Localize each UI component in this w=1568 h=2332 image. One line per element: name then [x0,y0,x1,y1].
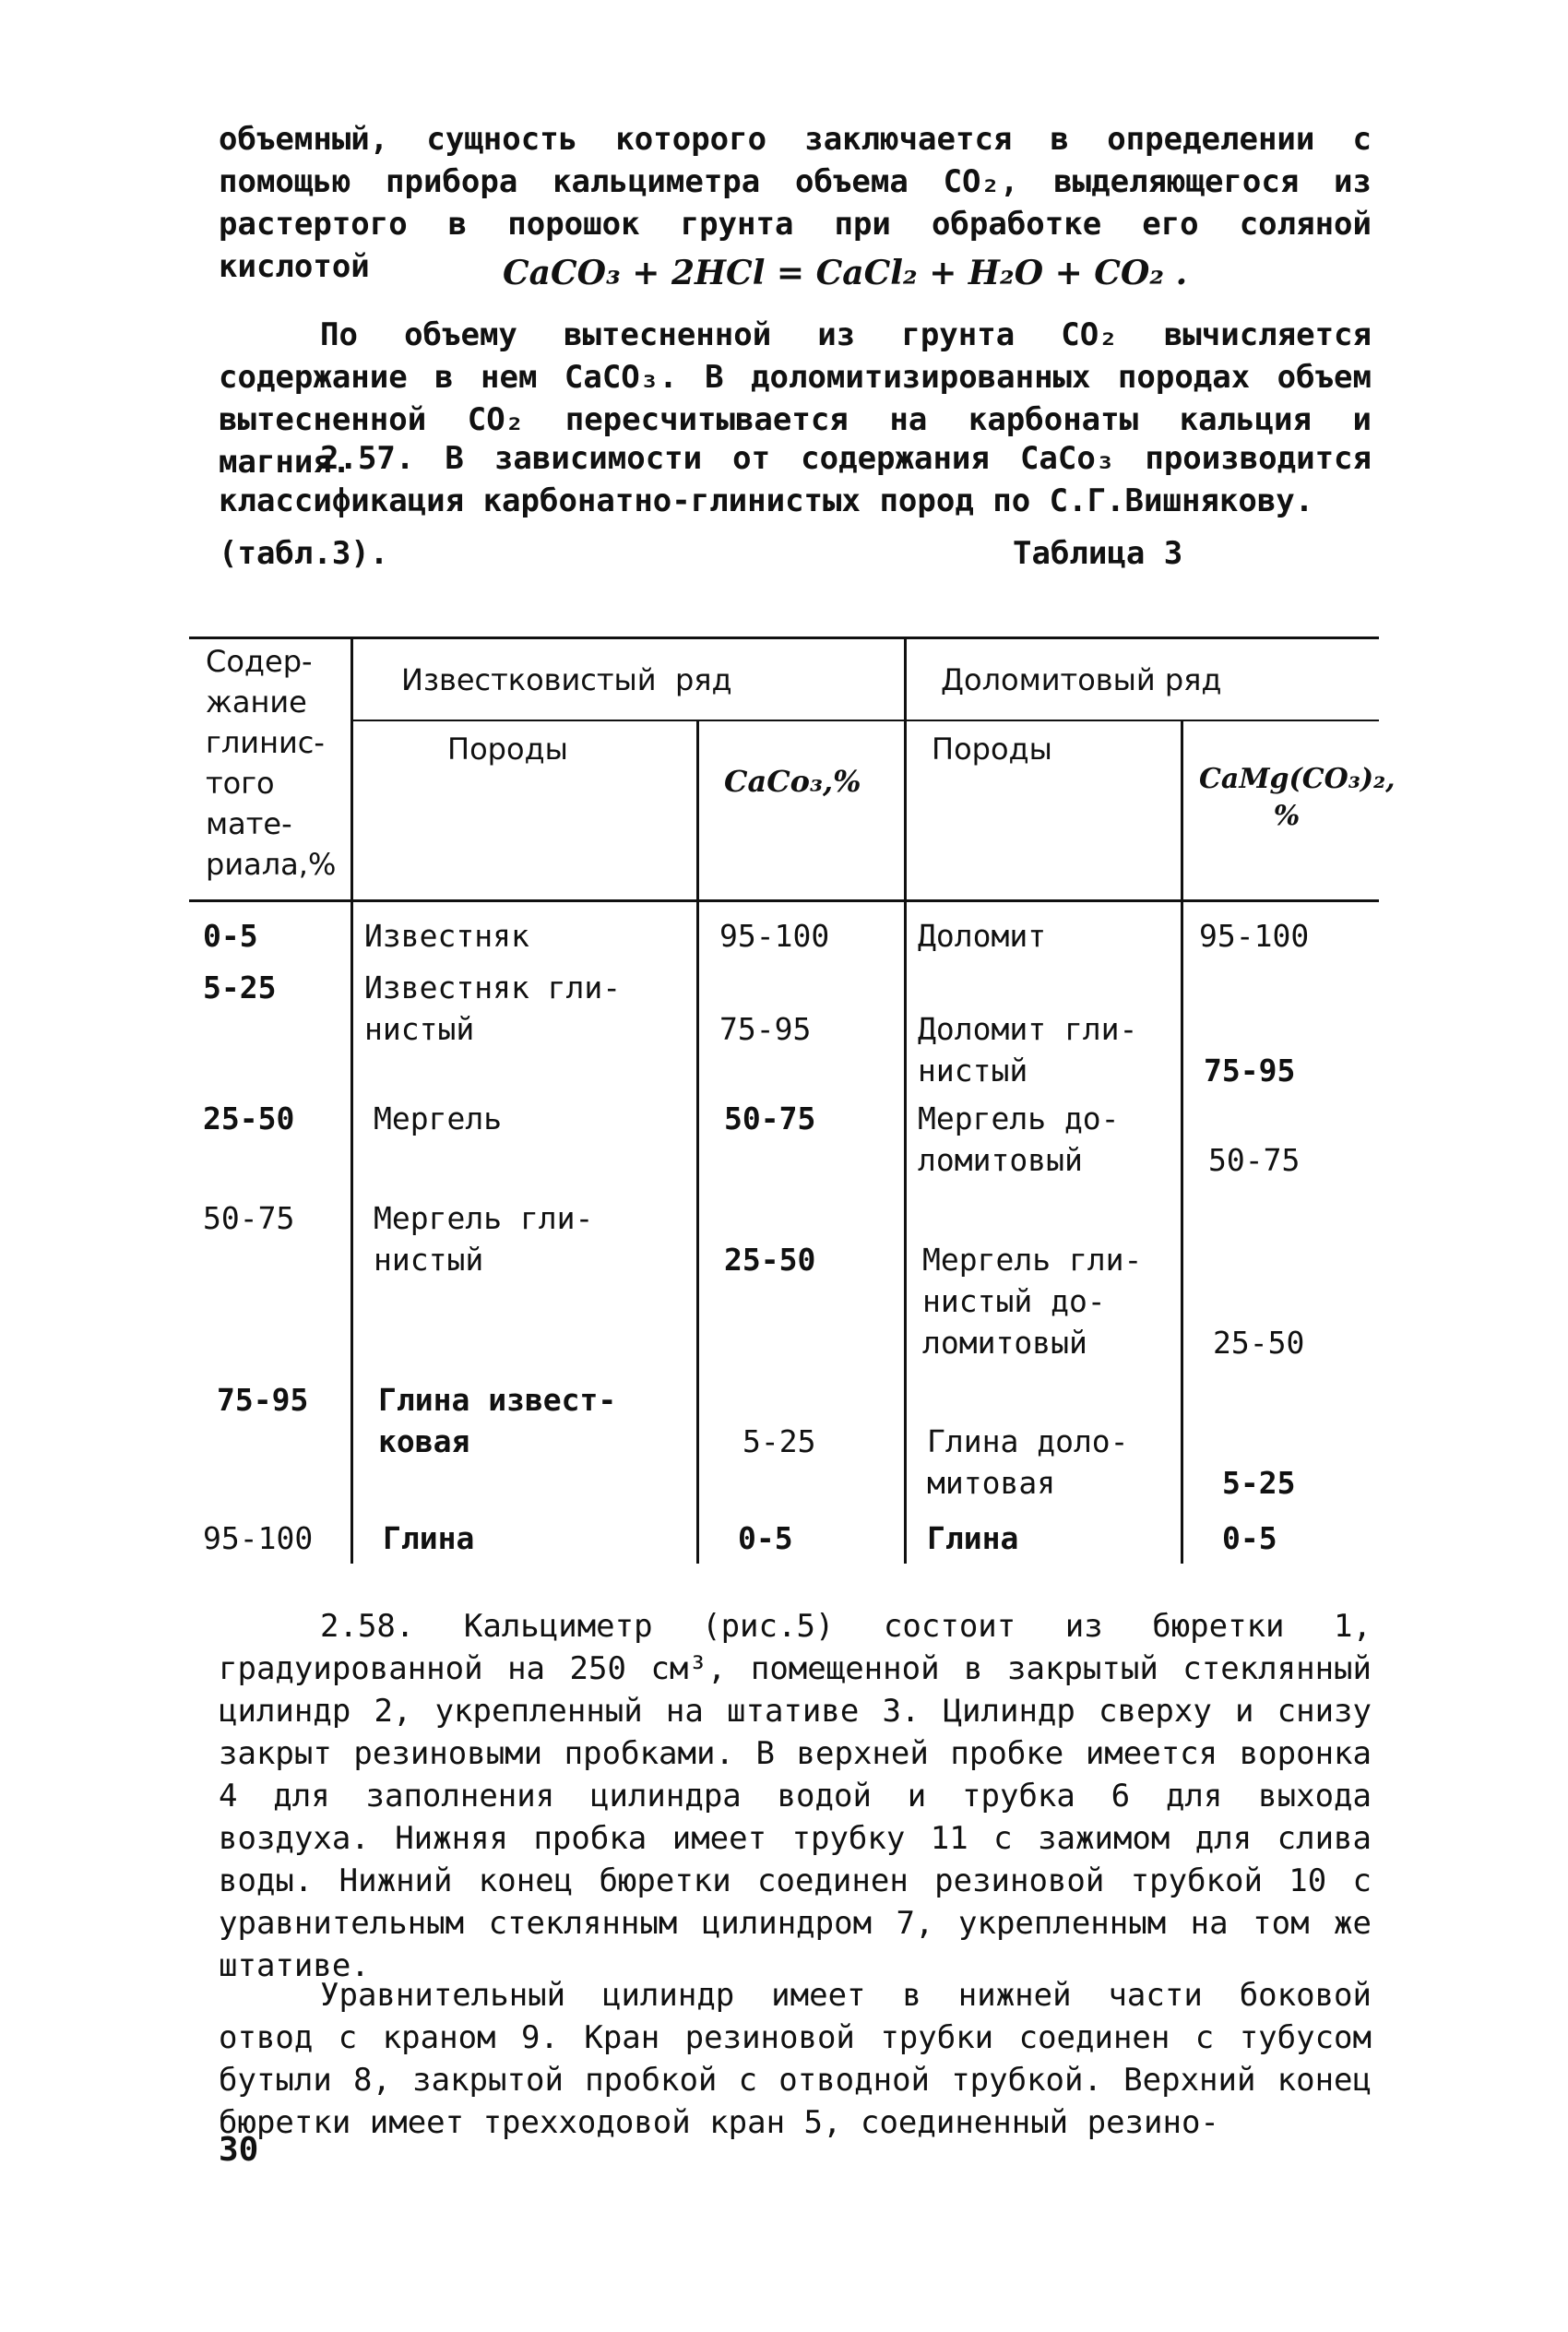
header-camg: CaMg(CO₃)₂, % [1199,763,1396,832]
page-number: 30 [219,2131,259,2169]
row-6-clay: 95-100 [203,1520,314,1556]
table-col-rule-1 [350,637,353,1564]
paragraph-co2-volume: По объему вытесненной из грунта CO₂ вычисляется содержание в нем CaCO₃. В доломитизированных породах объем вытесненной CO₂ пересчитывается на карбонаты кальция и магния. [219,316,1372,481]
row-3-dolo-rock: Мергель до-ломитовый [918,1101,1120,1178]
paragraph-intro: объемный, сущность которого заключается в определении с помощью прибора кальциметра объема CO₂, выделяющегося из растертого в порошок грунта при обработке его соляной кислотой [219,121,1372,285]
row-6-dolo-rock: Глина [927,1520,1019,1556]
row-4-camg: 25-50 [1213,1325,1305,1361]
header-dolo-rocks: Породы [932,732,1052,767]
row-3-camg: 50-75 [1208,1142,1301,1178]
row-4-clay: 50-75 [203,1200,295,1236]
row-1-clay: 0-5 [203,918,258,954]
row-6-lime-rock: Глина [383,1520,475,1556]
header-dolomite-series: Доломитовый ряд [941,662,1222,697]
row-2-lime-rock: Известняк гли-нистый [364,970,622,1047]
table-col-rule-2 [696,720,699,1564]
row-1-caco3: 95-100 [719,918,830,954]
table-header-rule [189,899,1379,902]
header-caco3: CaCo₃,% [724,764,861,799]
table-group-rule [350,720,1379,721]
row-5-clay: 75-95 [217,1382,309,1418]
row-5-caco3: 5-25 [742,1423,816,1459]
row-1-lime-rock: Известняк [364,918,529,954]
paragraph-2-57: 2.57. В зависимости от содержания CaCo₃ производится классификация карбонатно-глинистых пород по С.Г.Вишнякову. [219,440,1372,519]
table-col-rule-4 [1181,720,1183,1564]
row-3-caco3: 50-75 [724,1101,816,1136]
row-1-dolo-rock: Доломит [918,918,1047,954]
paragraph-equalizer: Уравнительный цилиндр имеет в нижней части боковой отвод с краном 9. Кран резиновой трубки соединен с тубусом бутыли 8, закрытой пробкой с отводной трубкой. Верхний конец бюретки имеет трехходовой кран 5, соединенный резино- [219,1977,1372,2141]
header-lime-rocks: Породы [447,732,568,767]
row-6-caco3: 0-5 [738,1520,793,1556]
row-2-camg: 75-95 [1204,1053,1296,1089]
row-6-camg: 0-5 [1222,1520,1277,1556]
row-5-camg: 5-25 [1222,1465,1296,1501]
classification-table [189,637,1396,1568]
table-col-rule-3 [904,637,907,1564]
row-3-lime-rock: Мергель [374,1101,503,1136]
row-2-caco3: 75-95 [719,1011,812,1047]
header-lime-series: Известковистый ряд [401,662,732,697]
row-1-camg: 95-100 [1199,918,1310,954]
row-4-dolo-rock: Мергель гли-нистый до-ломитовый [922,1242,1143,1361]
table-title: Таблица 3 [1013,535,1183,572]
row-2-dolo-rock: Доломит гли-нистый [918,1011,1138,1089]
row-5-lime-rock: Глина извест-ковая [378,1382,617,1459]
chemical-formula: CaCO₃ + 2HCl = CaCl₂ + H₂O + CO₂ . [503,254,1188,292]
table-top-rule [189,637,1379,639]
row-4-caco3: 25-50 [724,1242,816,1278]
paragraph-2-58: 2.58. Кальциметр (рис.5) состоит из бюретки 1, градуированной на 250 см³, помещенной в закрытый стеклянный цилиндр 2, укрепленный на штативе 3. Цилиндр сверху и снизу закрыт резиновыми пробками. В верхней пробке имеется воронка 4 для заполнения цилиндра водой и трубка 6 для выхода воздуха. Нижняя пробка имеет трубку 11 с зажимом для слива воды. Нижний конец бюретки соединен резиновой трубкой 10 с уравнительным стеклянным цилиндром 7, укрепленным на том же штативе. [219,1608,1372,1984]
table-reference: (табл.3). [219,535,389,572]
row-2-clay: 5-25 [203,970,277,1005]
row-3-clay: 25-50 [203,1101,295,1136]
row-5-dolo-rock: Глина доло-митовая [927,1423,1129,1501]
row-4-lime-rock: Мергель гли-нистый [374,1200,594,1278]
header-clay-content: Содер-жание глинис-того мате-риала,% [206,644,337,882]
